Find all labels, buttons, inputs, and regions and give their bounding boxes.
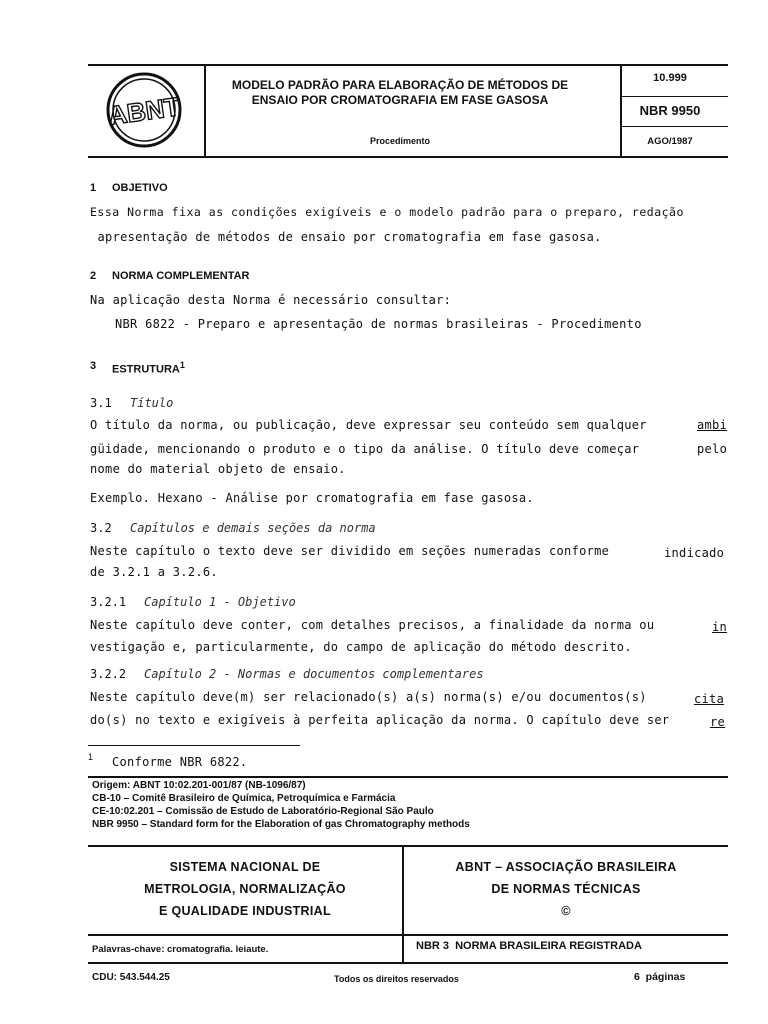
- origin-line-4: NBR 9950 – Standard form for the Elaboration of gas Chromatography methods: [92, 819, 470, 830]
- registration: NBR 3 NORMA BRASILEIRA REGISTRADA: [416, 940, 642, 952]
- section-1-line-1: Essa Norma fixa as condições exigíveis e o modelo padrão para o preparo, redação: [90, 205, 684, 219]
- section-3-2-number: 3.2: [90, 521, 112, 535]
- section-3-1-line-1: O título da norma, ou publicação, deve expressar seu conteúdo sem qualquer: [90, 418, 647, 432]
- abnt-logo: [104, 70, 184, 150]
- footer-bottom-rule: [88, 962, 728, 964]
- section-3-1-example: Exemplo. Hexano - Análise por cromatografia em fase gasosa.: [90, 491, 534, 505]
- title-line-1: MODELO PADRÃO PARA ELABORAÇÃO DE MÉTODOS DE: [231, 78, 569, 92]
- section-3-2-2-line-1-end: cita: [694, 692, 725, 706]
- section-3-1-title: Título: [130, 396, 174, 410]
- sinmetro-line-1: SISTEMA NACIONAL DE: [169, 860, 321, 874]
- section-3-2-2-title: Capítulo 2 - Normas e documentos complementares: [144, 667, 484, 681]
- keywords: Palavras-chave: cromatografia. leiaute.: [92, 944, 269, 955]
- section-3-2-2-line-1: Neste capítulo deve(m) ser relacionado(s) a(s) norma(s) e/ou documentos(s): [90, 690, 647, 704]
- section-3-2-1-number: 3.2.1: [90, 595, 127, 609]
- footer-top-rule: [88, 845, 728, 847]
- origin-line-3: CE-10:02.201 – Comissão de Estudo de Laboratório-Regional São Paulo: [92, 806, 434, 817]
- section-3-title-text: ESTRUTURA: [112, 363, 180, 376]
- section-3-2-1-line-1: Neste capítulo deve conter, com detalhes precisos, a finalidade da norma ou: [90, 618, 655, 632]
- header-rule-1: [622, 96, 728, 97]
- section-3-1-line-1-end: ambi: [697, 418, 728, 432]
- header-rule-2: [622, 126, 728, 127]
- section-3-2-title: Capítulos e demais seções da norma: [130, 521, 376, 535]
- cdu: CDU: 543.544.25: [92, 972, 170, 983]
- section-3-2-line-1: Neste capítulo o texto deve ser dividido em seções numeradas conforme: [90, 544, 610, 558]
- section-3-2-1-line-2: vestigação e, particularmente, do campo de aplicação do método descrito.: [90, 640, 632, 654]
- footer-divider: [402, 845, 404, 962]
- section-3-2-2-line-2-end: re: [710, 715, 726, 729]
- section-2-title: NORMA COMPLEMENTAR: [112, 270, 250, 282]
- footer-mid-rule: [88, 934, 728, 936]
- section-3-footnote-ref: 1: [179, 360, 185, 370]
- section-3-2-line-2: de 3.2.1 a 3.2.6.: [90, 565, 218, 579]
- section-3-2-line-1-end: indicado: [664, 546, 725, 560]
- section-3-number: 3: [90, 360, 97, 372]
- abnt-line-1: ABNT – ASSOCIAÇÃO BRASILEIRA: [455, 860, 677, 874]
- section-1-line-2: apresentação de métodos de ensaio por cromatografia em fase gasosa.: [90, 230, 602, 244]
- footnote-text: Conforme NBR 6822.: [112, 755, 248, 769]
- section-3-2-2-number: 3.2.2: [90, 667, 127, 681]
- origin-rule: [88, 776, 728, 778]
- section-3-2-1-line-1-end: in: [712, 620, 728, 634]
- section-1-number: 1: [90, 182, 97, 194]
- abnt-block: [406, 856, 726, 922]
- sinmetro-block: [90, 856, 400, 922]
- document-title: [205, 78, 595, 108]
- footnote-rule: [88, 745, 300, 746]
- svg-text:ABNT: ABNT: [106, 91, 182, 131]
- section-3-2-1-title: Capítulo 1 - Objetivo: [144, 595, 296, 609]
- origin-line-1: Origem: ABNT 10:02.201-001/87 (NB-1096/87): [92, 780, 306, 791]
- origin-block: [92, 779, 470, 831]
- document-number: 10.999: [653, 72, 687, 84]
- section-3-1-line-3: nome do material objeto de ensaio.: [90, 462, 346, 476]
- sinmetro-line-2: METROLOGIA, NORMALIZAÇÃO: [144, 882, 346, 896]
- footnote-mark: 1: [88, 752, 94, 762]
- document-date: AGO/1987: [647, 136, 693, 147]
- document-code: NBR 9950: [639, 103, 701, 118]
- section-2-line-2: NBR 6822 - Preparo e apresentação de normas brasileiras - Procedimento: [115, 317, 642, 331]
- section-2-number: 2: [90, 270, 97, 282]
- document-subtitle: Procedimento: [369, 136, 430, 146]
- copyright-symbol: ©: [561, 904, 571, 918]
- section-3-2-2-line-2: do(s) no texto e exigíveis à perfeita aplicação da norma. O capítulo deve ser: [90, 713, 670, 727]
- page-count: 6 páginas: [634, 971, 686, 983]
- sinmetro-line-3: E QUALIDADE INDUSTRIAL: [159, 904, 331, 918]
- section-3-1-line-2-end: pelo: [697, 442, 728, 456]
- section-3-1-number: 3.1: [90, 396, 112, 410]
- title-line-2: ENSAIO POR CROMATOGRAFIA EM FASE GASOSA: [251, 93, 549, 107]
- rights-reserved: Todos os direitos reservados: [334, 974, 459, 984]
- section-3-title: [112, 360, 185, 376]
- origin-line-2: CB-10 – Comitê Brasileiro de Química, Petroquímica e Farmácia: [92, 793, 396, 804]
- abnt-line-2: DE NORMAS TÉCNICAS: [491, 882, 641, 896]
- section-2-line-1: Na aplicação desta Norma é necessário consultar:: [90, 293, 452, 307]
- section-3-1-line-2: güidade, mencionando o produto e o tipo da análise. O título deve começar: [90, 442, 640, 456]
- section-1-title: OBJETIVO: [112, 182, 168, 194]
